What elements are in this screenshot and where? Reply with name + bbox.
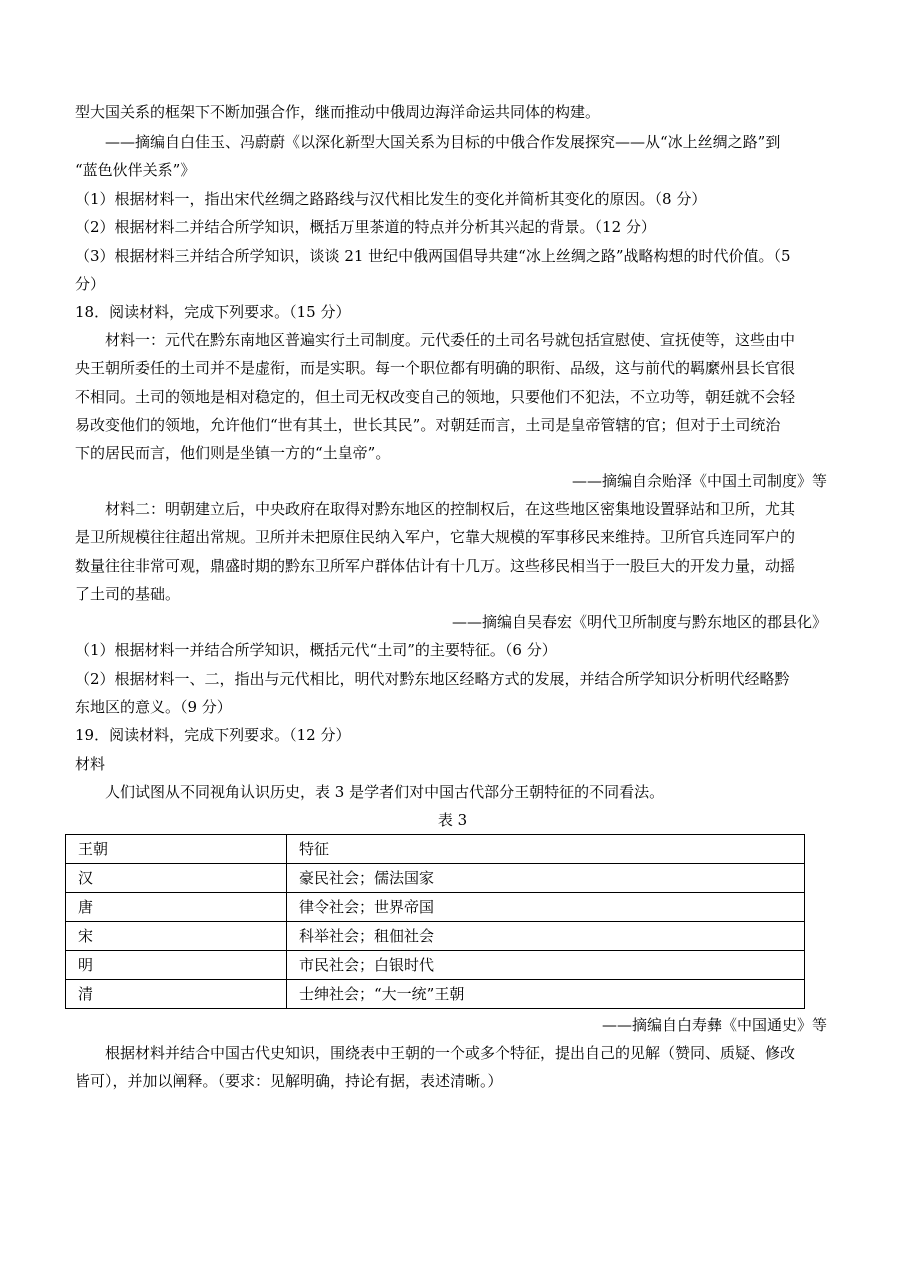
- material-2-line: 数量往往非常可观，鼎盛时期的黔东卫所军户群体估计有十几万。这些移民相当于一股巨大的开发力量，动摇: [75, 557, 796, 575]
- source-citation: ——摘编自白佳玉、冯蔚蔚《以深化新型大国关系为目标的中俄合作发展探究——从“冰上丝绸之路”到: [105, 133, 781, 151]
- question-19-prompt-cont: 皆可），并加以阐释。（要求：见解明确，持论有据，表述清晰。）: [75, 1072, 503, 1090]
- source-citation-cont: “蓝色伙伴关系”》: [75, 161, 196, 179]
- table-cell-feature: 市民社会；白银时代: [287, 951, 805, 980]
- question-19-heading: 19．阅读材料，完成下列要求。（12 分）: [75, 726, 351, 744]
- question-17-3-cont: 分）: [75, 275, 106, 293]
- question-19-prompt: 根据材料并结合中国古代史知识，围绕表中王朝的一个或多个特征，提出自己的见解（赞同、质疑、修改: [105, 1044, 796, 1062]
- material-2-line: 是卫所规模往往超出常规。卫所并未把原住民纳入军户，它靠大规模的军事移民来维持。卫所官兵连同军户的: [75, 528, 796, 546]
- material-1-source: ——摘编自佘贻泽《中国土司制度》等: [571, 472, 827, 490]
- table-cell-dynasty: 清: [66, 980, 287, 1009]
- table-row: [66, 864, 805, 893]
- question-17-2: （2）根据材料二并结合所学知识，概括万里茶道的特点并分析其兴起的背景。（12 分）: [75, 218, 656, 236]
- table-cell-dynasty: 明: [66, 951, 287, 980]
- table-header-row: [66, 835, 805, 864]
- table-header-dynasty: 王朝: [66, 835, 287, 864]
- table-cell-feature: 士绅社会；“大一统”王朝: [287, 980, 805, 1009]
- question-18-2: （2）根据材料一、二，指出与元代相比，明代对黔东地区经略方式的发展，并结合所学知识分析明代经略黔: [75, 670, 790, 688]
- material-1-line: 材料一：元代在黔东南地区普遍实行土司制度。元代委任的土司名号就包括宣慰使、宣抚使等，这些由中: [105, 331, 796, 349]
- table-header-feature: 特征: [287, 835, 805, 864]
- table-cell-dynasty: 唐: [66, 893, 287, 922]
- table-row: [66, 980, 805, 1009]
- table-caption: 表 3: [437, 811, 468, 829]
- table-cell-feature: 律令社会；世界帝国: [287, 893, 805, 922]
- question-18-2-cont: 东地区的意义。（9 分）: [75, 698, 232, 716]
- table-row: [66, 922, 805, 951]
- table-row: [66, 893, 805, 922]
- table-cell-dynasty: 宋: [66, 922, 287, 951]
- question-18-1: （1）根据材料一并结合所学知识，概括元代“土司”的主要特征。（6 分）: [75, 641, 557, 659]
- table-source: ——摘编自白寿彝《中国通史》等: [601, 1016, 827, 1034]
- table-row: [66, 951, 805, 980]
- material-2-source: ——摘编自吴春宏《明代卫所制度与黔东地区的郡县化》: [451, 613, 827, 631]
- table-cell-feature: 豪民社会；儒法国家: [287, 864, 805, 893]
- material-1-line: 易改变他们的领地，允许他们“世有其土，世长其民”。对朝廷而言，土司是皇帝管辖的官；但对于土司统治: [75, 416, 781, 434]
- material-1-line: 央王朝所委任的土司并不是虚衔，而是实职。每一个职位都有明确的职衔、品级，这与前代的羁縻州县长官很: [75, 359, 796, 377]
- material-intro: 人们试图从不同视角认识历史，表 3 是学者们对中国古代部分王朝特征的不同看法。: [105, 783, 665, 801]
- question-17-3: （3）根据材料三并结合所学知识，谈谈 21 世纪中俄两国倡导共建“冰上丝绸之路”战略构想的时代价值。（5: [75, 247, 791, 265]
- material-text-line: 型大国关系的框架下不断加强合作，继而推动中俄周边海洋命运共同体的构建。: [75, 103, 601, 121]
- material-label: 材料: [75, 755, 106, 773]
- question-18-heading: 18．阅读材料，完成下列要求。（15 分）: [75, 303, 351, 321]
- dynasty-table: [65, 834, 805, 1009]
- table-cell-feature: 科举社会；租佃社会: [287, 922, 805, 951]
- material-1-line: 不相同。土司的领地是相对稳定的，但土司无权改变自己的领地，只要他们不犯法，不立功等，朝廷就不会轻: [75, 388, 796, 406]
- material-1-line: 下的居民而言，他们则是坐镇一方的“土皇帝”。: [75, 444, 391, 462]
- question-17-1: （1）根据材料一，指出宋代丝绸之路路线与汉代相比发生的变化并简析其变化的原因。（8 分）: [75, 190, 707, 208]
- material-2-line: 材料二：明朝建立后，中央政府在取得对黔东地区的控制权后，在这些地区密集地设置驿站和卫所，尤其: [105, 500, 796, 518]
- material-2-line: 了土司的基础。: [75, 585, 181, 603]
- table-cell-dynasty: 汉: [66, 864, 287, 893]
